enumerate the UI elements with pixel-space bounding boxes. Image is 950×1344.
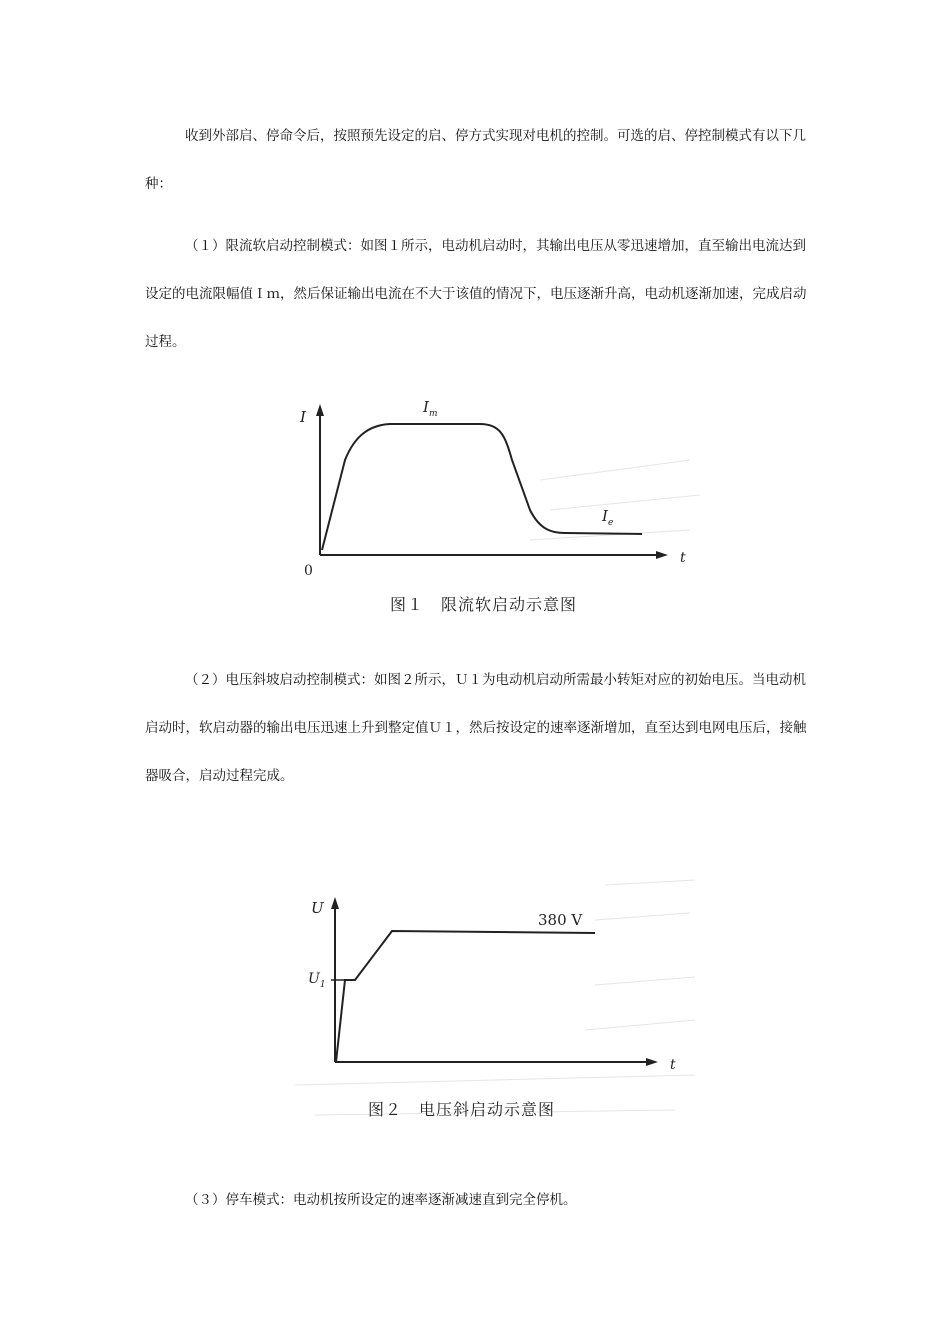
mode2-paragraph: （２）电压斜坡启动控制模式：如图２所示，Ｕ１为电动机启动所需最小转矩对应的初始电压。当电动机启动时，软启动器的输出电压迅速上升到整定值Ｕ１，然后按设定的速率逐渐增加，直至达到电网电压后，接触器吸合，启动过程完成。: [145, 672, 807, 784]
fig1-end-label: $I_e$: [602, 507, 614, 528]
fig2-y-label: U: [311, 899, 324, 917]
fig2-y-arrow: [331, 897, 339, 909]
fig1-current-curve: [322, 424, 642, 550]
fig2-top-value: 380 V: [538, 911, 583, 929]
fig2-caption: 图２ 电压斜启动示意图: [368, 1100, 556, 1119]
fig1-caption: 图１ 限流软启动示意图: [390, 595, 578, 614]
fig2-u1-label: $U_1$: [308, 971, 326, 990]
fig1-x-arrow: [656, 551, 668, 559]
fig1-peak-label: $I_m$: [423, 398, 438, 419]
fig1-y-label: I: [300, 408, 306, 426]
fig1-x-label: t: [680, 550, 686, 566]
figure-1-current-limit-diagram: [290, 390, 710, 630]
mode1-paragraph: （１）限流软启动控制模式：如图１所示，电动机启动时，其输出电压从零迅速增加，直至输出电流达到设定的电流限幅值Ｉｍ，然后保证输出电流在不大于该值的情况下，电压逐渐升高，电动机逐渐加速，完成启动过程。: [145, 238, 807, 350]
mode3-paragraph: （３）停车模式：电动机按所设定的速率逐渐减速直到完全停机。: [185, 1192, 577, 1208]
fig1-origin-label: 0: [304, 563, 313, 579]
fig2-x-arrow: [646, 1058, 658, 1066]
fig2-x-label: t: [670, 1057, 676, 1073]
fig2-voltage-curve: [336, 931, 595, 1062]
intro-paragraph: 收到外部启、停命令后，按照预先设定的启、停方式实现对电机的控制。可选的启、停控制模式有以下几种：: [145, 128, 806, 192]
figure-2-voltage-ramp-diagram: [295, 865, 715, 1140]
fig1-y-arrow: [316, 404, 324, 416]
